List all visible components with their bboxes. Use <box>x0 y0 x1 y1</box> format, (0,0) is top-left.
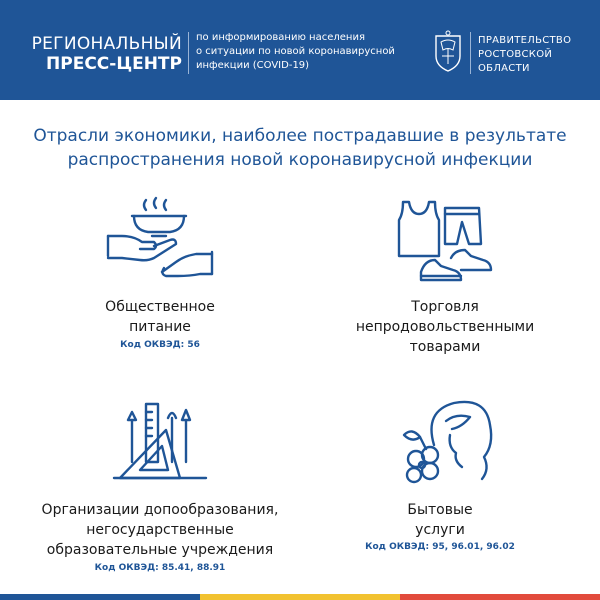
title-line-1: Отрасли экономики, наиболее пострадавшие в результате <box>33 126 567 146</box>
coat-of-arms-icon <box>431 30 465 74</box>
desc-line-3: инфекции (COVID-19) <box>196 60 310 71</box>
header-description <box>196 31 406 73</box>
sector-1-code: Код ОКВЭД: 56 <box>120 340 200 350</box>
sector-3-code: Код ОКВЭД: 85.41, 88.91 <box>94 563 226 573</box>
bottom-stripe-yellow <box>200 594 400 600</box>
header-banner <box>0 0 600 100</box>
sector-3-line-2: негосударственные <box>86 522 234 538</box>
gov-line-3: ОБЛАСТИ <box>478 63 530 74</box>
sector-4-code: Код ОКВЭД: 95, 96.01, 96.02 <box>365 542 515 552</box>
gov-line-2: РОСТОВСКОЙ <box>478 49 553 60</box>
sector-4-line-1: Бытовые <box>407 502 473 518</box>
beauty-services-icon <box>390 395 500 485</box>
press-center-logo <box>30 34 182 74</box>
desc-line-2: о ситуации по новой коронавирусной <box>196 46 395 57</box>
sector-2-line-2: непродовольственными <box>355 319 535 335</box>
bottom-stripe-red <box>400 594 600 600</box>
sector-2-line-3: товарами <box>409 339 481 355</box>
government-label <box>478 34 571 76</box>
page-title <box>0 124 600 172</box>
sector-1-line-2: питание <box>129 319 191 335</box>
brand-line-1: РЕГИОНАЛЬНЫЙ <box>31 34 182 54</box>
sector-2-line-1: Торговля <box>411 299 479 315</box>
food-serving-hands-icon <box>104 196 216 286</box>
header-divider <box>188 32 189 74</box>
sector-food-service <box>60 297 260 337</box>
gov-line-1: ПРАВИТЕЛЬСТВО <box>478 35 572 46</box>
bottom-stripe-blue <box>0 594 200 600</box>
brand-line-2: ПРЕСС-ЦЕНТР <box>46 54 182 74</box>
sector-4-line-2: услуги <box>415 522 465 538</box>
sector-3-line-3: образовательные учреждения <box>46 542 274 558</box>
sector-1-line-1: Общественное <box>105 299 215 315</box>
desc-line-1: по информированию населения <box>196 32 365 43</box>
sector-3-line-1: Организации допообразования, <box>41 502 279 518</box>
clothing-shoes-icon <box>395 196 495 286</box>
title-line-2: распространения новой коронавирусной инфекции <box>67 150 533 170</box>
education-tools-icon <box>110 400 210 484</box>
sector-nonfood-trade <box>330 297 560 357</box>
header-divider-2 <box>470 32 471 74</box>
sector-education <box>20 500 300 560</box>
sector-household-services <box>340 500 540 540</box>
